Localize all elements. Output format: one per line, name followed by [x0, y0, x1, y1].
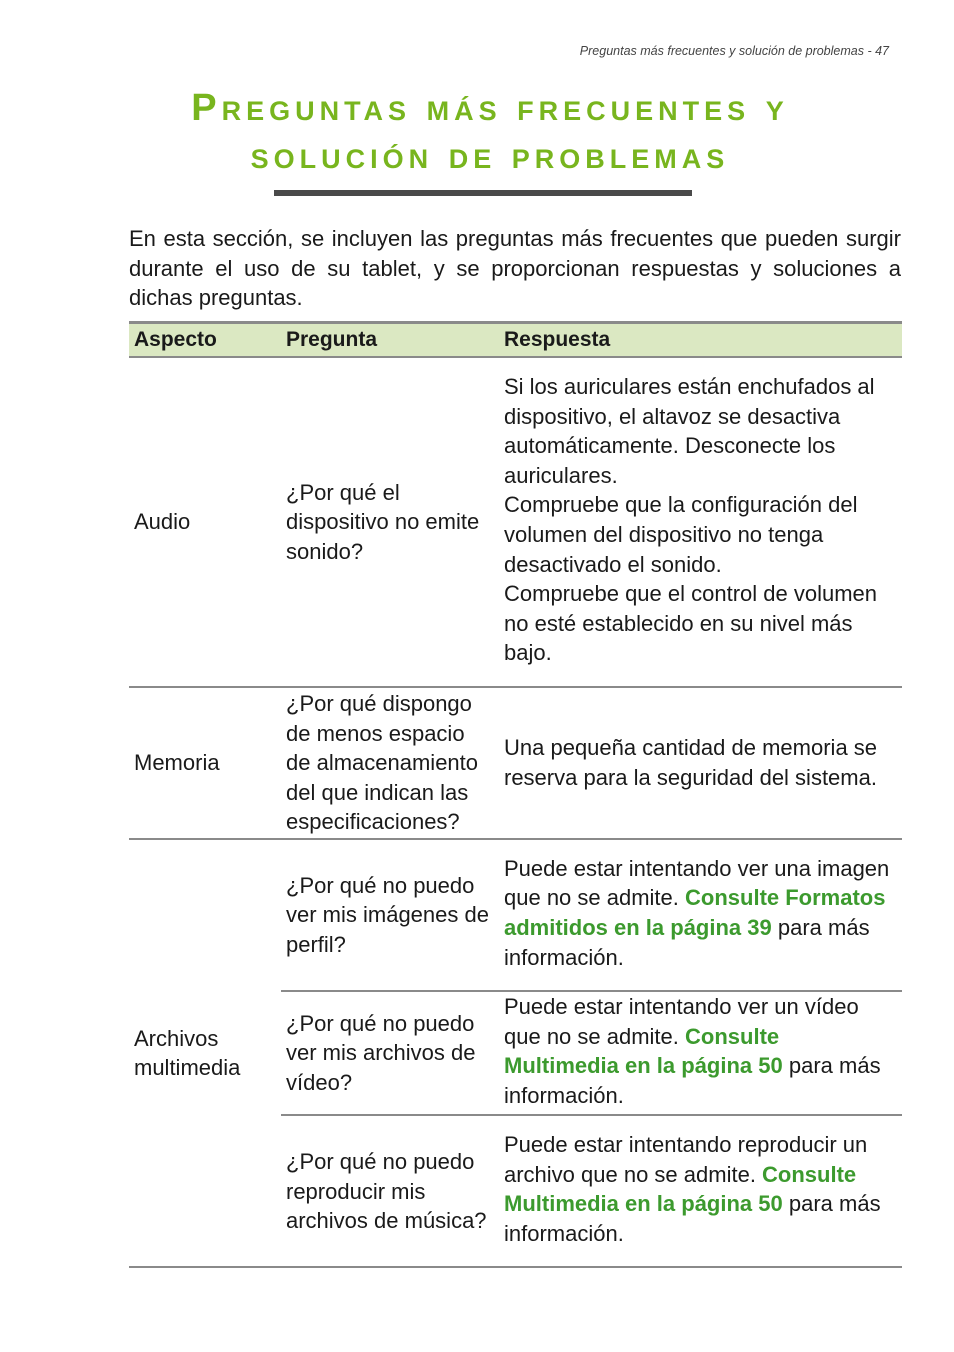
answer-cell — [499, 991, 902, 1115]
table-row-audio — [129, 357, 902, 687]
answer-text: para más información. — [504, 1053, 881, 1108]
answer-text: Puede estar intentando reproducir un archivo que no se admite. — [504, 1132, 868, 1187]
table-header-row — [129, 323, 902, 358]
question-cell: ¿Por qué dispongo de menos espacio de almacenamiento del que indican las especificaciones? — [281, 687, 499, 839]
aspect-cell: Archivos multimedia — [129, 839, 281, 1267]
page-title-line-2: solución de problemas — [250, 135, 730, 177]
aspect-cell: Audio — [129, 357, 281, 687]
table-row-memoria — [129, 687, 902, 839]
answer-text: Si los auriculares están enchufados al dispositivo, el altavoz se desactiva automáticamente. Desconecte los auriculares. — [504, 374, 875, 488]
answer-cell — [499, 839, 902, 991]
question-cell: ¿Por qué el dispositivo no emite sonido? — [281, 357, 499, 687]
column-header-aspect: Aspecto — [129, 323, 281, 358]
page-title — [100, 84, 880, 180]
column-header-question: Pregunta — [281, 323, 499, 358]
answer-text: Puede estar intentando ver un vídeo que no se admite. — [504, 994, 859, 1049]
aspect-cell: Memoria — [129, 687, 281, 839]
faq-table — [129, 321, 902, 1268]
answer-text: Compruebe que la configuración del volumen del dispositivo no tenga desactivado el sonido. — [504, 492, 858, 577]
cross-reference-link[interactable]: Consulte Multimedia en la página 50 — [504, 1161, 857, 1217]
cross-reference-link[interactable]: Consulte Multimedia en la página 50 — [504, 1023, 783, 1079]
answer-cell: Una pequeña cantidad de memoria se reserva para la seguridad del sistema. — [499, 687, 902, 839]
intro-paragraph: En esta sección, se incluyen las preguntas más frecuentes que pueden surgir durante el uso de su tablet, y se proporcionan respuestas y soluciones a dichas preguntas. — [129, 226, 901, 310]
column-header-answer: Respuesta — [499, 323, 902, 358]
question-cell: ¿Por qué no puedo ver mis imágenes de perfil? — [281, 839, 499, 991]
answer-cell — [499, 357, 902, 687]
cross-reference-link[interactable]: Consulte Formatos admitidos en la página 39 — [504, 885, 886, 940]
answer-text: Puede estar intentando ver una imagen que no se admite. — [504, 855, 890, 911]
title-divider — [274, 190, 692, 196]
answer-text: para más información. — [504, 915, 870, 970]
question-cell: ¿Por qué no puedo ver mis archivos de vídeo? — [281, 991, 499, 1115]
answer-cell — [499, 1115, 902, 1267]
answer-text: Compruebe que el control de volumen no esté establecido en su nivel más bajo. — [504, 581, 878, 666]
answer-text: para más información. — [504, 1191, 881, 1246]
question-cell: ¿Por qué no puedo reproducir mis archivos de música? — [281, 1115, 499, 1267]
page-title-line-1: Preguntas más frecuentes y — [191, 87, 789, 129]
running-header: Preguntas más frecuentes y solución de problemas - 47 — [579, 44, 889, 58]
table-row-multimedia-images — [129, 839, 902, 991]
